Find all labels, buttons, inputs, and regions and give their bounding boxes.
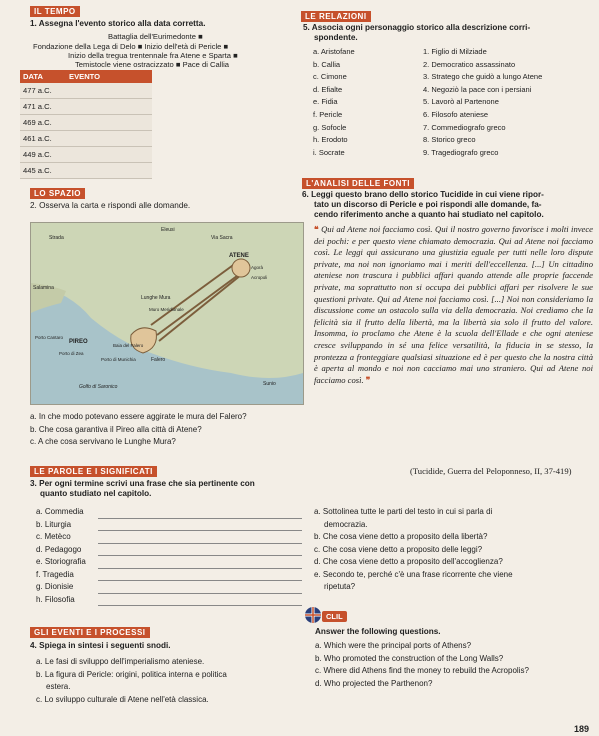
section-tag-eventi: GLI EVENTI E I PROCESSI — [30, 627, 150, 638]
item: c. Lo sviluppo culturale di Atene nell'età classica. — [36, 694, 209, 704]
term-row — [36, 506, 302, 519]
term: f. Tragedia — [36, 569, 74, 579]
answer-cell[interactable] — [66, 99, 152, 115]
section-tag-analisi: L'ANALISI DELLE FONTI — [302, 178, 414, 189]
answer-line[interactable] — [98, 506, 302, 519]
person: f. Pericle — [313, 109, 343, 119]
description: 4. Negoziò la pace con i persiani — [423, 84, 532, 94]
ex2-questions — [30, 411, 302, 449]
date-cell: 461 a.C. — [20, 131, 66, 147]
description: 7. Commediografo greco — [423, 122, 506, 132]
item: d. Who projected the Parthenon? — [315, 678, 433, 688]
answer-line[interactable] — [98, 581, 302, 594]
term: c. Metèco — [36, 532, 71, 541]
clil-items — [315, 640, 595, 690]
quote-source: (Tucidide, Guerra del Peloponneso, II, 37-419) — [410, 466, 572, 476]
date-cell: 477 a.C. — [20, 83, 66, 99]
ex1-table — [20, 70, 152, 179]
answer-line[interactable] — [98, 519, 302, 532]
term-row — [36, 594, 302, 607]
athens-map — [30, 222, 304, 405]
ex5-title: 5. Associa ogni personaggio storico alla descrizione corri- — [303, 23, 531, 32]
quote-close-icon: ❞ — [363, 374, 371, 385]
term-row — [36, 581, 302, 594]
answer-line[interactable] — [98, 556, 302, 569]
answer-line[interactable] — [98, 531, 302, 544]
term-row — [36, 569, 302, 582]
ex6-title-cont: tato un discorso di Pericle e poi rispondi alle domande, fa- — [314, 200, 542, 209]
answer-line[interactable] — [98, 544, 302, 557]
person: e. Fidia — [313, 97, 338, 107]
map-label: Muro Meridionale — [149, 307, 184, 312]
ex1-event: Temistocle viene ostracizzato ■ Pace di Callia — [75, 60, 229, 69]
map-label: Baia del Falero — [113, 343, 144, 348]
description: 2. Democratico assassinato — [423, 59, 516, 69]
description: 8. Storico greco — [423, 135, 476, 145]
ex3-title-cont: quanto studiato nel capitolo. — [40, 489, 152, 498]
question: e. Secondo te, perché c'è una frase ricorrente che viene — [314, 569, 513, 579]
date-cell: 449 a.C. — [20, 147, 66, 163]
date-cell: 445 a.C. — [20, 163, 66, 179]
question: b. Che cosa garantiva il Pireo alla città di Atene? — [30, 424, 202, 434]
description: 5. Lavorò al Partenone — [423, 97, 499, 107]
col-data: DATA — [20, 70, 66, 83]
quote-open-icon: ❝ — [314, 224, 322, 234]
ex1-title: 1. Assegna l'evento storico alla data corretta. — [30, 19, 206, 28]
quote-text: Qui ad Atene noi facciamo così. Qui il nostro governo favorisce i molti invece dei pochi: e per questo viene chiamato democrazia. Qui ad Atene noi facciamo così. Le leggi qui assicurano una giustizia eguale per tutti nelle loro dispute private, ma noi non ignoriamo mai i meriti dell'eccellenza. [...] Un cittadino ateniese non trascura i pubblici affari quando attende alle proprie faccende private, ma soprattutto non si occupa dei pubblici affari per risolvere le sue questioni private. Qui ad Atene noi facciamo così. [...] Noi non consideriamo la discussione come un ostacolo sulla via della democrazia. Noi crediamo che la felicità sia il frutto della libertà, ma la libertà sia solo il frutto del valore. Insomma, io proclamo che Atene è la scuola dell'Ellade e che ogni ateniese cresce sviluppando in sé una felice versatilità, la fiducia in se stesso, la prontezza a fronteggiare qualsiasi situazione ed è per questo che la nostra città è aperta al mondo e noi non cacciamo mai uno straniero. Qui ad Atene noi facciamo così. — [314, 224, 593, 385]
answer-cell[interactable] — [66, 147, 152, 163]
ex3-terms — [36, 506, 302, 606]
question: a. In che modo potevano essere aggirate le mura del Falero? — [30, 412, 247, 421]
item: b. La figura di Pericle: origini, politica interna e politica — [36, 669, 227, 679]
ex2-title: 2. Osserva la carta e rispondi alle domande. — [30, 201, 191, 210]
map-graphic — [31, 223, 303, 404]
item: c. Where did Athens find the money to rebuild the Acropolis? — [315, 666, 529, 675]
col-evento: EVENTO — [66, 70, 152, 83]
answer-cell[interactable] — [66, 131, 152, 147]
term-row — [36, 519, 302, 532]
section-tag-spazio: LO SPAZIO — [30, 188, 85, 199]
map-label: PIREO — [69, 339, 88, 345]
ex3-title: 3. Per ogni termine scrivi una frase che sia pertinente con — [30, 479, 255, 488]
term: b. Liturgia — [36, 519, 72, 529]
pericles-quote — [314, 224, 593, 386]
ex1-event: Battaglia dell'Eurimedonte ■ — [108, 32, 203, 41]
person: i. Socrate — [313, 147, 345, 157]
date-cell: 471 a.C. — [20, 99, 66, 115]
page-number: 189 — [574, 724, 590, 734]
person: c. Cimone — [313, 72, 347, 82]
item: a. Le fasi di sviluppo dell'imperialismo ateniese. — [36, 657, 205, 666]
description: 3. Stratego che guidò a lungo Atene — [423, 72, 543, 82]
map-label: Agorà — [251, 265, 264, 270]
person: d. Efialte — [313, 84, 343, 94]
person: a. Aristofane — [313, 47, 355, 56]
ex5-list — [313, 46, 593, 159]
ex6-questions — [314, 506, 594, 594]
item-cont: estera. — [46, 682, 71, 691]
item: b. Who promoted the construction of the Long Walls? — [315, 653, 504, 663]
term: g. Dionisie — [36, 582, 74, 591]
map-label: Porto di Zea — [59, 351, 84, 356]
map-label: Strada — [49, 235, 64, 241]
term: d. Pedagogo — [36, 544, 82, 554]
answer-cell[interactable] — [66, 83, 152, 99]
answer-line[interactable] — [98, 594, 302, 607]
question: c. Che cosa viene detto a proposito delle leggi? — [314, 544, 483, 554]
person: b. Callia — [313, 59, 341, 69]
map-label: Porto Cantaro — [35, 335, 64, 340]
ex1-event: Fondazione della Lega di Delo ■ Inizio dell'età di Pericle ■ — [33, 42, 229, 51]
map-label: Golfo di Saronico — [79, 384, 118, 390]
description: 6. Filosofo ateniese — [423, 109, 489, 119]
term-row — [36, 531, 302, 544]
map-label: Salamina — [33, 285, 54, 291]
map-label: ATENE — [229, 253, 249, 259]
map-label: Via Sacra — [211, 235, 233, 241]
clil-tag: CLIL — [322, 611, 347, 622]
map-label: Falero — [151, 357, 166, 363]
ex6-title-cont: cendo riferimento anche a quanto hai studiato nel capitolo. — [314, 210, 544, 219]
map-label: Lunghe Mura — [141, 295, 171, 301]
ex4-title: 4. Spiega in sintesi i seguenti snodi. — [30, 641, 171, 650]
term: e. Storiografia — [36, 557, 86, 566]
uk-flag-icon — [305, 607, 321, 623]
map-label: Acropoli — [251, 275, 268, 280]
item: a. Which were the principal ports of Athens? — [315, 641, 472, 650]
section-tag-tempo: IL TEMPO — [30, 6, 80, 17]
term-row — [36, 544, 302, 557]
question-cont: democrazia. — [324, 519, 368, 529]
question: b. Che cosa viene detto a proposito della libertà? — [314, 532, 488, 541]
map-label: Eleusi — [161, 227, 175, 233]
term-row — [36, 556, 302, 569]
question: c. A che cosa servivano le Lunghe Mura? — [30, 437, 176, 446]
person: h. Erodoto — [313, 135, 348, 145]
description: 1. Figlio di Milziade — [423, 47, 487, 56]
date-cell: 469 a.C. — [20, 115, 66, 131]
description: 9. Tragediografo greco — [423, 147, 499, 157]
answer-cell[interactable] — [66, 163, 152, 179]
term: h. Filosofia — [36, 594, 75, 604]
answer-line[interactable] — [98, 569, 302, 582]
question: a. Sottolinea tutte le parti del testo in cui si parla di — [314, 507, 493, 516]
question-cont: ripetuta? — [324, 582, 356, 591]
map-label: Sunio — [263, 381, 276, 387]
map-label: Porto di Munichia — [101, 357, 136, 362]
ex4-items — [36, 656, 306, 706]
section-tag-parole: LE PAROLE E I SIGNIFICATI — [30, 466, 157, 477]
section-tag-relazioni: LE RELAZIONI — [301, 11, 371, 22]
ex1-event: Inizio della tregua trentennale fra Atene e Sparta ■ — [68, 51, 238, 60]
term: a. Commedia — [36, 507, 84, 516]
ex5-title-cont: spondente. — [314, 33, 358, 42]
question: d. Che cosa viene detto a proposito dell'accoglienza? — [314, 557, 503, 566]
answer-cell[interactable] — [66, 115, 152, 131]
clil-title: Answer the following questions. — [315, 627, 441, 636]
ex6-title: 6. Leggi questo brano dello storico Tucidide in cui viene ripor- — [302, 190, 544, 199]
person: g. Sofocle — [313, 122, 347, 132]
